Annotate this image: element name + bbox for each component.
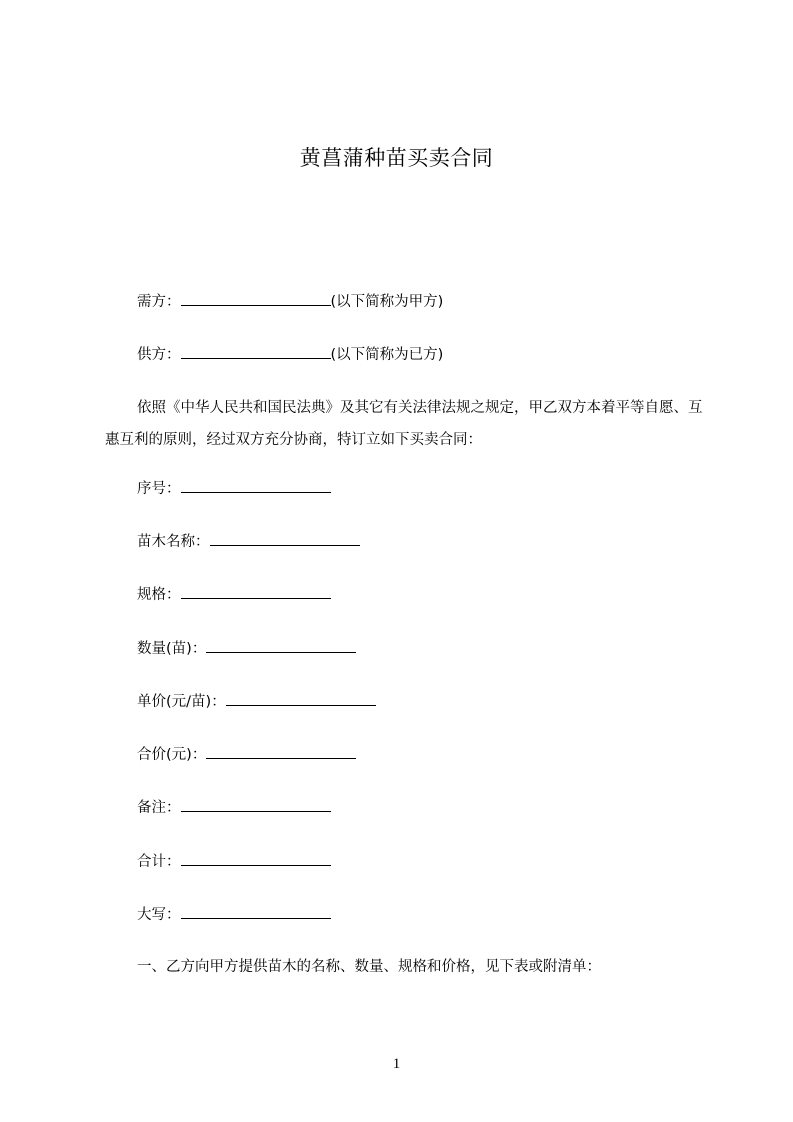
party-b-suffix: (以下简称为已方) [330,347,444,363]
party-a-blank[interactable] [181,291,331,306]
quantity-blank[interactable] [206,638,356,653]
total-price-line [137,744,356,765]
serial-line [137,478,331,499]
unit-price-line [137,691,376,712]
document-title: 黄菖蒲种苗买卖合同 [299,146,494,170]
party-b-label: 供方： [137,347,181,363]
remark-label: 备注： [137,800,181,816]
remark-line [137,797,331,818]
serial-blank[interactable] [181,478,331,493]
name-blank[interactable] [210,531,360,546]
total-price-label: 合价(元)： [137,747,207,763]
clause-1: 一、乙方向甲方提供苗木的名称、数量、规格和价格，见下表或附清单： [137,959,601,975]
spec-blank[interactable] [181,584,331,599]
name-label: 苗木名称： [137,534,210,550]
total-price-blank[interactable] [206,744,356,759]
capital-blank[interactable] [181,904,331,919]
party-b-line [137,344,443,365]
name-line [137,531,360,552]
quantity-line [137,638,356,659]
spec-line [137,584,331,605]
spec-label: 规格： [137,587,181,603]
intro-paragraph: 依照《中华人民共和国民法典》及其它有关法律法规之规定，甲乙双方本着平等自愿、互惠互利的原则，经过双方充分协商，特订立如下买卖合同： [105,400,703,448]
serial-label: 序号： [137,481,181,497]
party-a-label: 需方： [137,294,181,310]
party-a-suffix: (以下简称为甲方) [330,294,444,310]
sum-blank[interactable] [181,851,331,866]
party-a-line [137,291,443,312]
capital-label: 大写： [137,907,181,923]
sum-line [137,851,331,872]
quantity-label: 数量(苗)： [137,641,207,657]
page-number: 1 [392,1056,401,1072]
party-b-blank[interactable] [181,344,331,359]
unit-price-label: 单价(元/苗)： [137,694,226,710]
capital-line [137,904,331,925]
sum-label: 合计： [137,854,181,870]
unit-price-blank[interactable] [226,691,376,706]
remark-blank[interactable] [181,797,331,812]
